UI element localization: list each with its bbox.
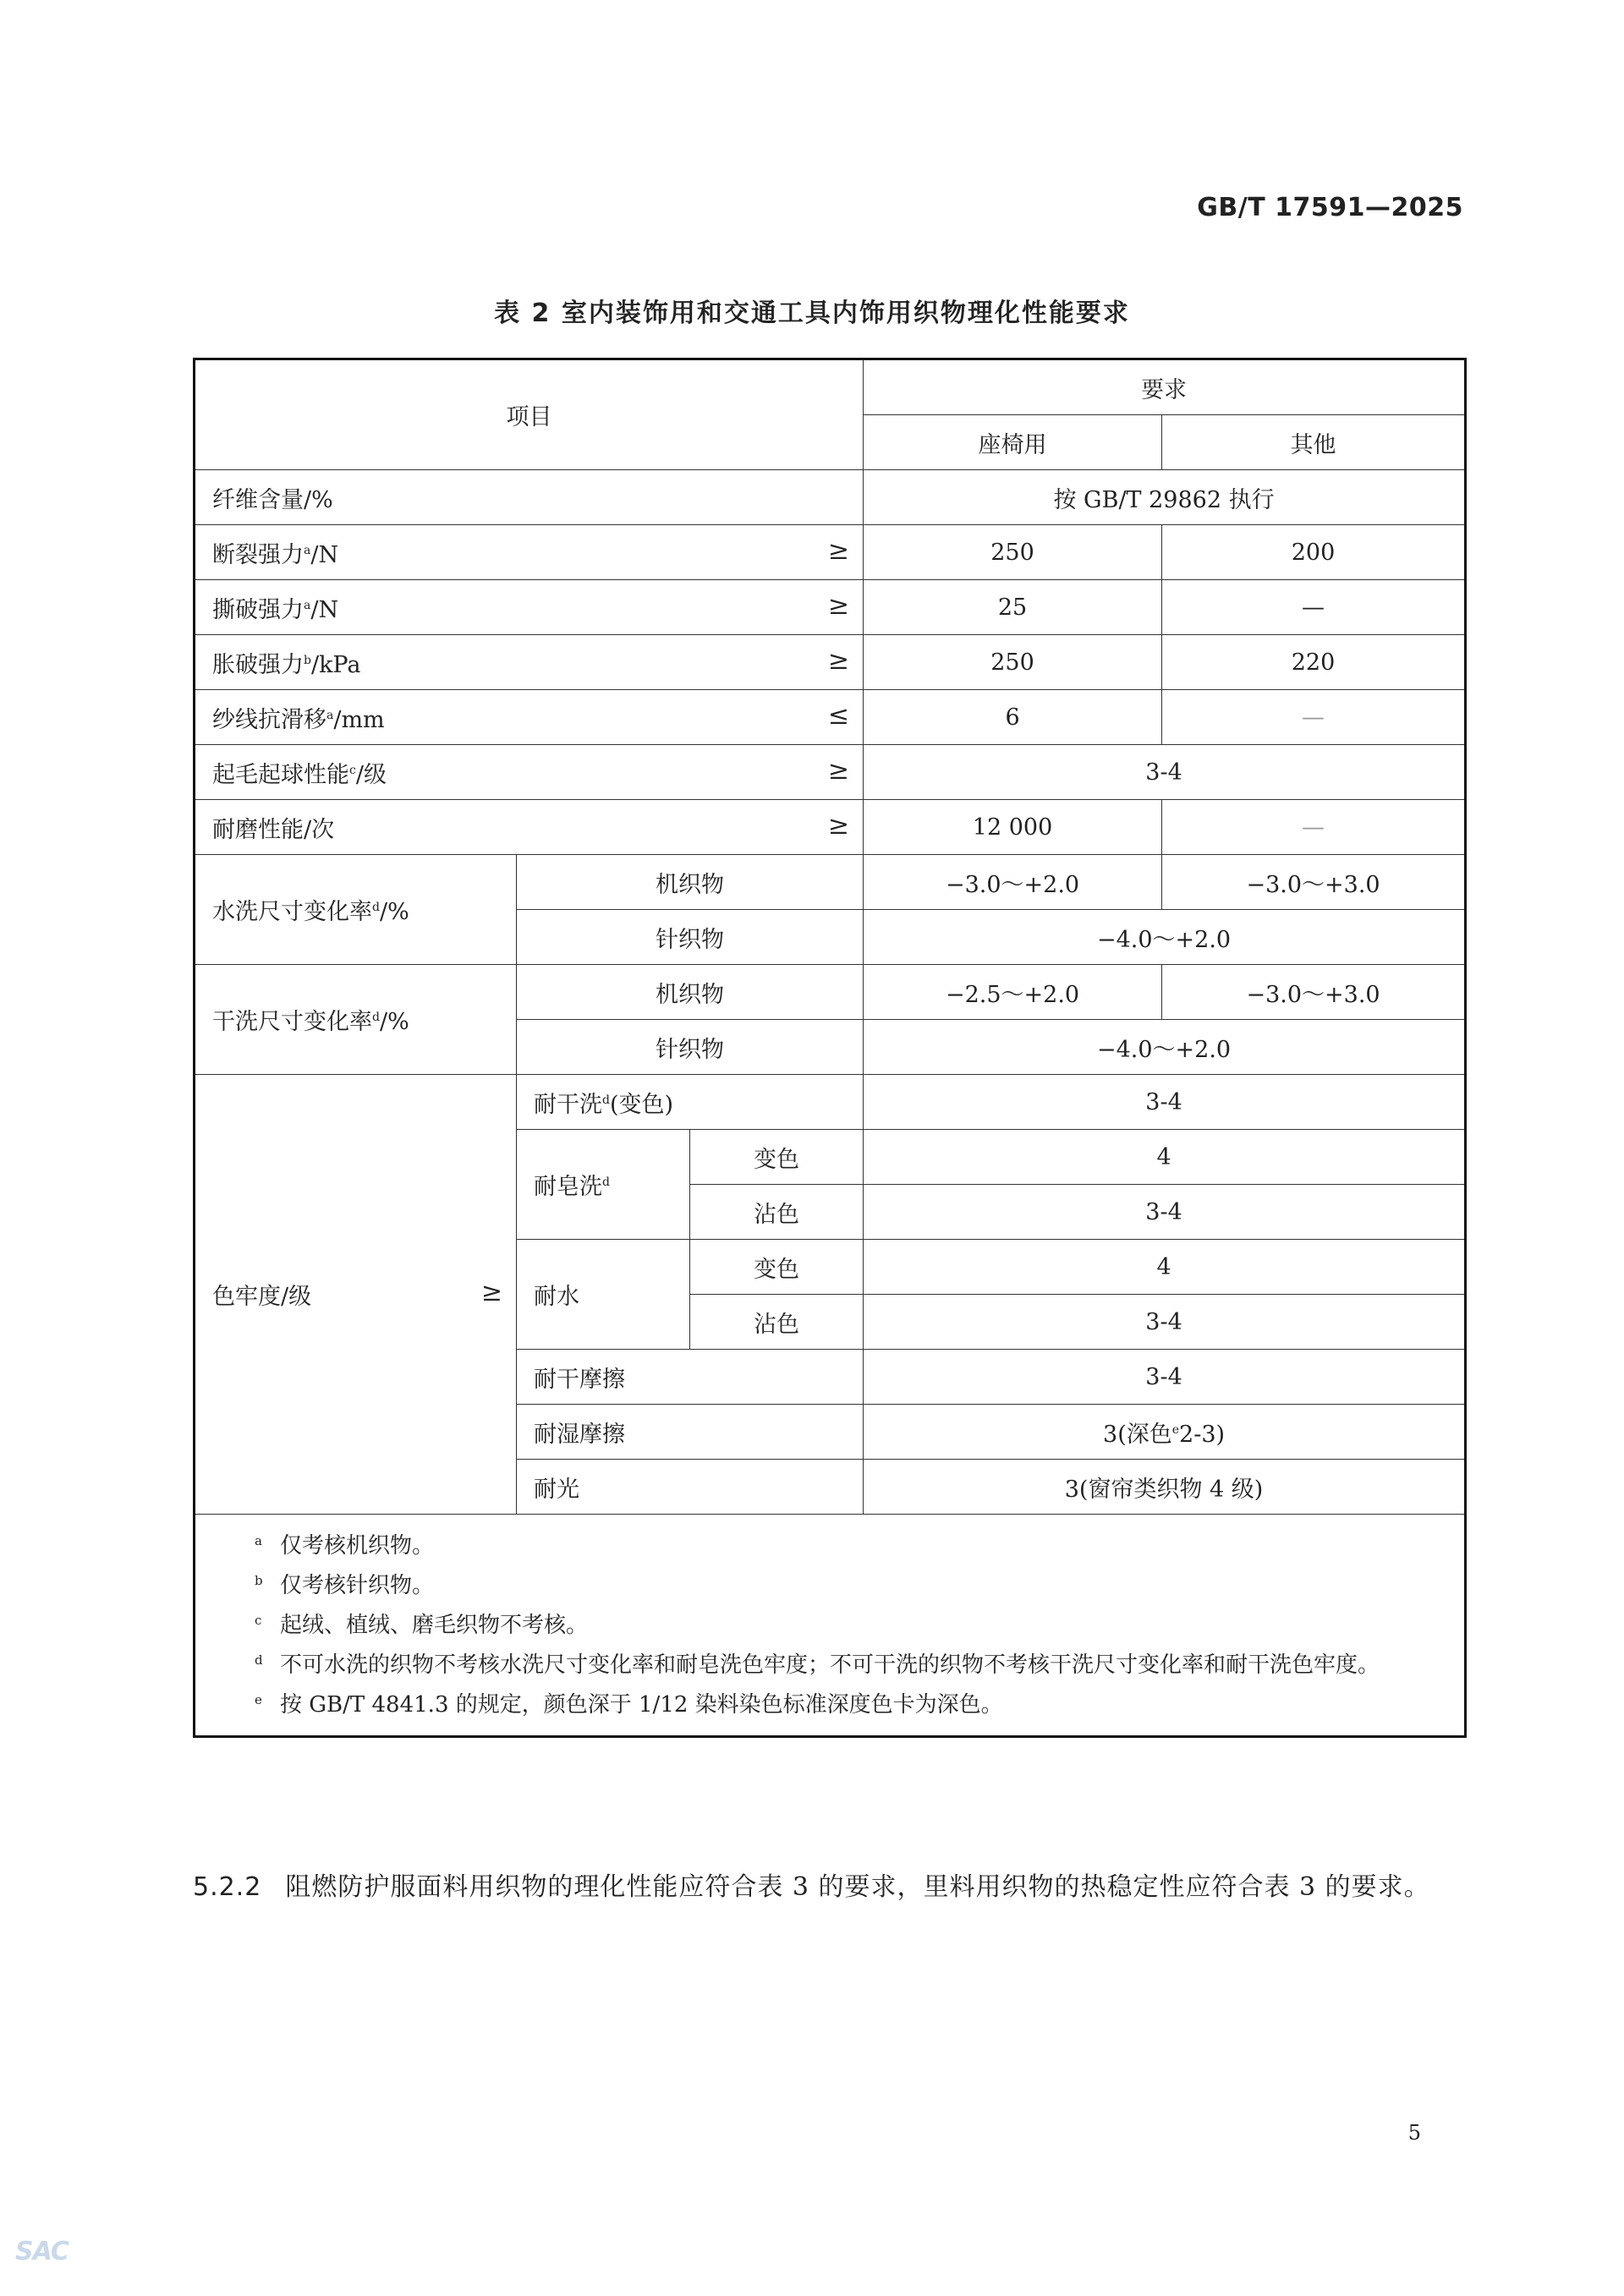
other-value: — [1162, 800, 1466, 855]
footnote-ref: a [304, 598, 311, 612]
note-mark: e [255, 1692, 262, 1707]
requirements-table [193, 358, 1467, 1738]
footnote-ref: d [372, 901, 380, 914]
other-value: −3.0～+3.0 [1162, 855, 1466, 910]
label-unit: /% [379, 899, 409, 925]
standard-code: GB/T 17591—2025 [1197, 193, 1463, 222]
note-text: 起绒、植绒、磨毛织物不考核。 [280, 1613, 589, 1638]
other-value: 220 [1162, 635, 1466, 690]
footnote-ref: b [304, 653, 311, 667]
label-text: 断裂强力 [212, 541, 304, 568]
seat-value: 6 [864, 690, 1162, 745]
note-text: 按 GB/T 4841.3 的规定，颜色深于 1/12 染料染色标准深度色卡为深色。 [280, 1692, 1003, 1718]
row-label [195, 1075, 517, 1515]
other-value: — [1162, 580, 1466, 635]
note-mark: a [255, 1533, 262, 1548]
row-label [195, 965, 517, 1075]
header-seat: 座椅用 [864, 415, 1162, 470]
row-value: 3-4 [864, 1185, 1466, 1240]
label-text: 水洗尺寸变化率 [212, 899, 372, 925]
seat-value: 250 [864, 635, 1162, 690]
header-requirement: 要求 [864, 359, 1466, 415]
comparison-symbol: ≥ [480, 1278, 502, 1307]
row-label [195, 855, 517, 965]
page-number: 5 [1407, 2121, 1421, 2145]
table-row [195, 580, 1466, 635]
test-type: 沾色 [690, 1295, 864, 1350]
row-value: 3-4 [864, 1295, 1466, 1350]
note-mark: d [255, 1652, 263, 1668]
label-text: 起毛起球性能 [212, 761, 349, 788]
label-unit: /N [310, 541, 339, 568]
note-mark: b [255, 1573, 263, 1588]
table-caption: 表 2 室内装饰用和交通工具内饰用织物理化性能要求 [494, 299, 1130, 328]
row-value: 4 [864, 1130, 1466, 1185]
other-value: 200 [1162, 525, 1466, 580]
table-row [195, 855, 1466, 910]
row-label [195, 580, 864, 635]
row-label [195, 525, 864, 580]
other-value: — [1162, 690, 1466, 745]
value-text: 2-3) [1179, 1421, 1226, 1448]
row-value: 3-4 [864, 1350, 1466, 1405]
note-text: 仅考核机织物。 [280, 1533, 435, 1559]
comparison-symbol: ≥ [827, 810, 850, 841]
row-value: 按 GB/T 29862 执行 [864, 470, 1466, 525]
label-text: 耐皂洗 [534, 1174, 602, 1200]
row-value [864, 1405, 1466, 1460]
row-value: 3(窗帘类织物 4 级) [864, 1460, 1466, 1515]
table-row [195, 800, 1466, 855]
table-notes-row [195, 1515, 1466, 1737]
label-suffix: (变色) [609, 1091, 674, 1118]
row-label: 纤维含量/% [195, 470, 864, 525]
sub-item-label [517, 1130, 690, 1240]
sac-logo: SAC [15, 2237, 69, 2266]
label-text: 干洗尺寸变化率 [212, 1009, 372, 1035]
comparison-symbol: ≥ [827, 590, 850, 621]
row-value: −4.0～+2.0 [864, 910, 1466, 965]
table-header-row [195, 359, 1466, 415]
row-label [195, 745, 864, 800]
value-text: 3(深色 [1103, 1421, 1172, 1448]
label-text: 耐干洗 [534, 1091, 602, 1118]
test-type: 变色 [690, 1240, 864, 1295]
other-value: −3.0～+3.0 [1162, 965, 1466, 1020]
note-text: 仅考核针织物。 [280, 1573, 435, 1598]
sub-item-label: 耐湿摩擦 [517, 1405, 864, 1460]
test-type: 沾色 [690, 1185, 864, 1240]
table-row [195, 1075, 1466, 1130]
footnote-ref: a [304, 543, 311, 557]
table-notes [195, 1515, 1466, 1737]
seat-value: −3.0～+2.0 [864, 855, 1162, 910]
row-label [195, 800, 864, 855]
clause-text: 阻燃防护服面料用织物的理化性能应符合表 3 的要求，里料用织物的热稳定性应符合表 3 的要求。 [285, 1872, 1430, 1902]
row-value: 3-4 [864, 1075, 1466, 1130]
header-other: 其他 [1162, 415, 1466, 470]
comparison-symbol: ≥ [827, 645, 850, 676]
table-row [195, 470, 1466, 525]
comparison-symbol: ≤ [827, 700, 850, 731]
label-unit: /N [310, 596, 339, 623]
sub-item-label [517, 1075, 864, 1130]
seat-value: 25 [864, 580, 1162, 635]
label-text: 色牢度/级 [212, 1284, 312, 1310]
table-row [195, 525, 1466, 580]
sub-item-label: 耐光 [517, 1460, 864, 1515]
label-text: 纱线抗滑移 [212, 706, 326, 733]
row-value: 4 [864, 1240, 1466, 1295]
seat-value: 250 [864, 525, 1162, 580]
table-row [195, 635, 1466, 690]
body-paragraph [193, 1865, 1464, 1910]
table-row [195, 690, 1466, 745]
sub-item-label: 耐水 [517, 1240, 690, 1350]
footnote-ref: d [372, 1011, 380, 1024]
seat-value: 12 000 [864, 800, 1162, 855]
row-value: −4.0～+2.0 [864, 1020, 1466, 1075]
label-unit: /mm [333, 706, 385, 733]
comparison-symbol: ≥ [827, 535, 850, 566]
test-type: 变色 [690, 1130, 864, 1185]
footnote-ref: d [602, 1175, 610, 1189]
seat-value: −2.5～+2.0 [864, 965, 1162, 1020]
fabric-type: 针织物 [517, 910, 864, 965]
footnote-ref: e [1171, 1422, 1180, 1437]
row-label [195, 635, 864, 690]
header-item: 项目 [195, 359, 864, 470]
row-label [195, 690, 864, 745]
sub-item-label: 耐干摩擦 [517, 1350, 864, 1405]
label-unit: /级 [355, 761, 387, 788]
fabric-type: 机织物 [517, 855, 864, 910]
fabric-type: 机织物 [517, 965, 864, 1020]
footnote-ref: d [602, 1093, 610, 1107]
row-value: 3-4 [864, 745, 1466, 800]
table-note [255, 1646, 1464, 1685]
table-note [255, 1566, 1464, 1606]
table-row [195, 745, 1466, 800]
label-text: 胀破强力 [212, 651, 304, 678]
label-unit: /% [379, 1009, 409, 1035]
footnote-ref: c [349, 763, 356, 777]
comparison-symbol: ≥ [827, 755, 850, 786]
note-mark: c [255, 1613, 262, 1628]
table-note [255, 1606, 1464, 1646]
clause-number: 5.2.2 [193, 1872, 262, 1902]
fabric-type: 针织物 [517, 1020, 864, 1075]
footnote-ref: a [326, 708, 334, 722]
label-text: 耐磨性能/次 [212, 816, 335, 843]
table-note [255, 1526, 1464, 1566]
table-row [195, 965, 1466, 1020]
label-unit: /kPa [310, 651, 361, 678]
table-note [255, 1685, 1464, 1725]
note-text: 不可水洗的织物不考核水洗尺寸变化率和耐皂洗色牢度；不可干洗的织物不考核干洗尺寸变化率和耐干洗色牢度。 [280, 1652, 1380, 1678]
label-text: 撕破强力 [212, 596, 304, 623]
